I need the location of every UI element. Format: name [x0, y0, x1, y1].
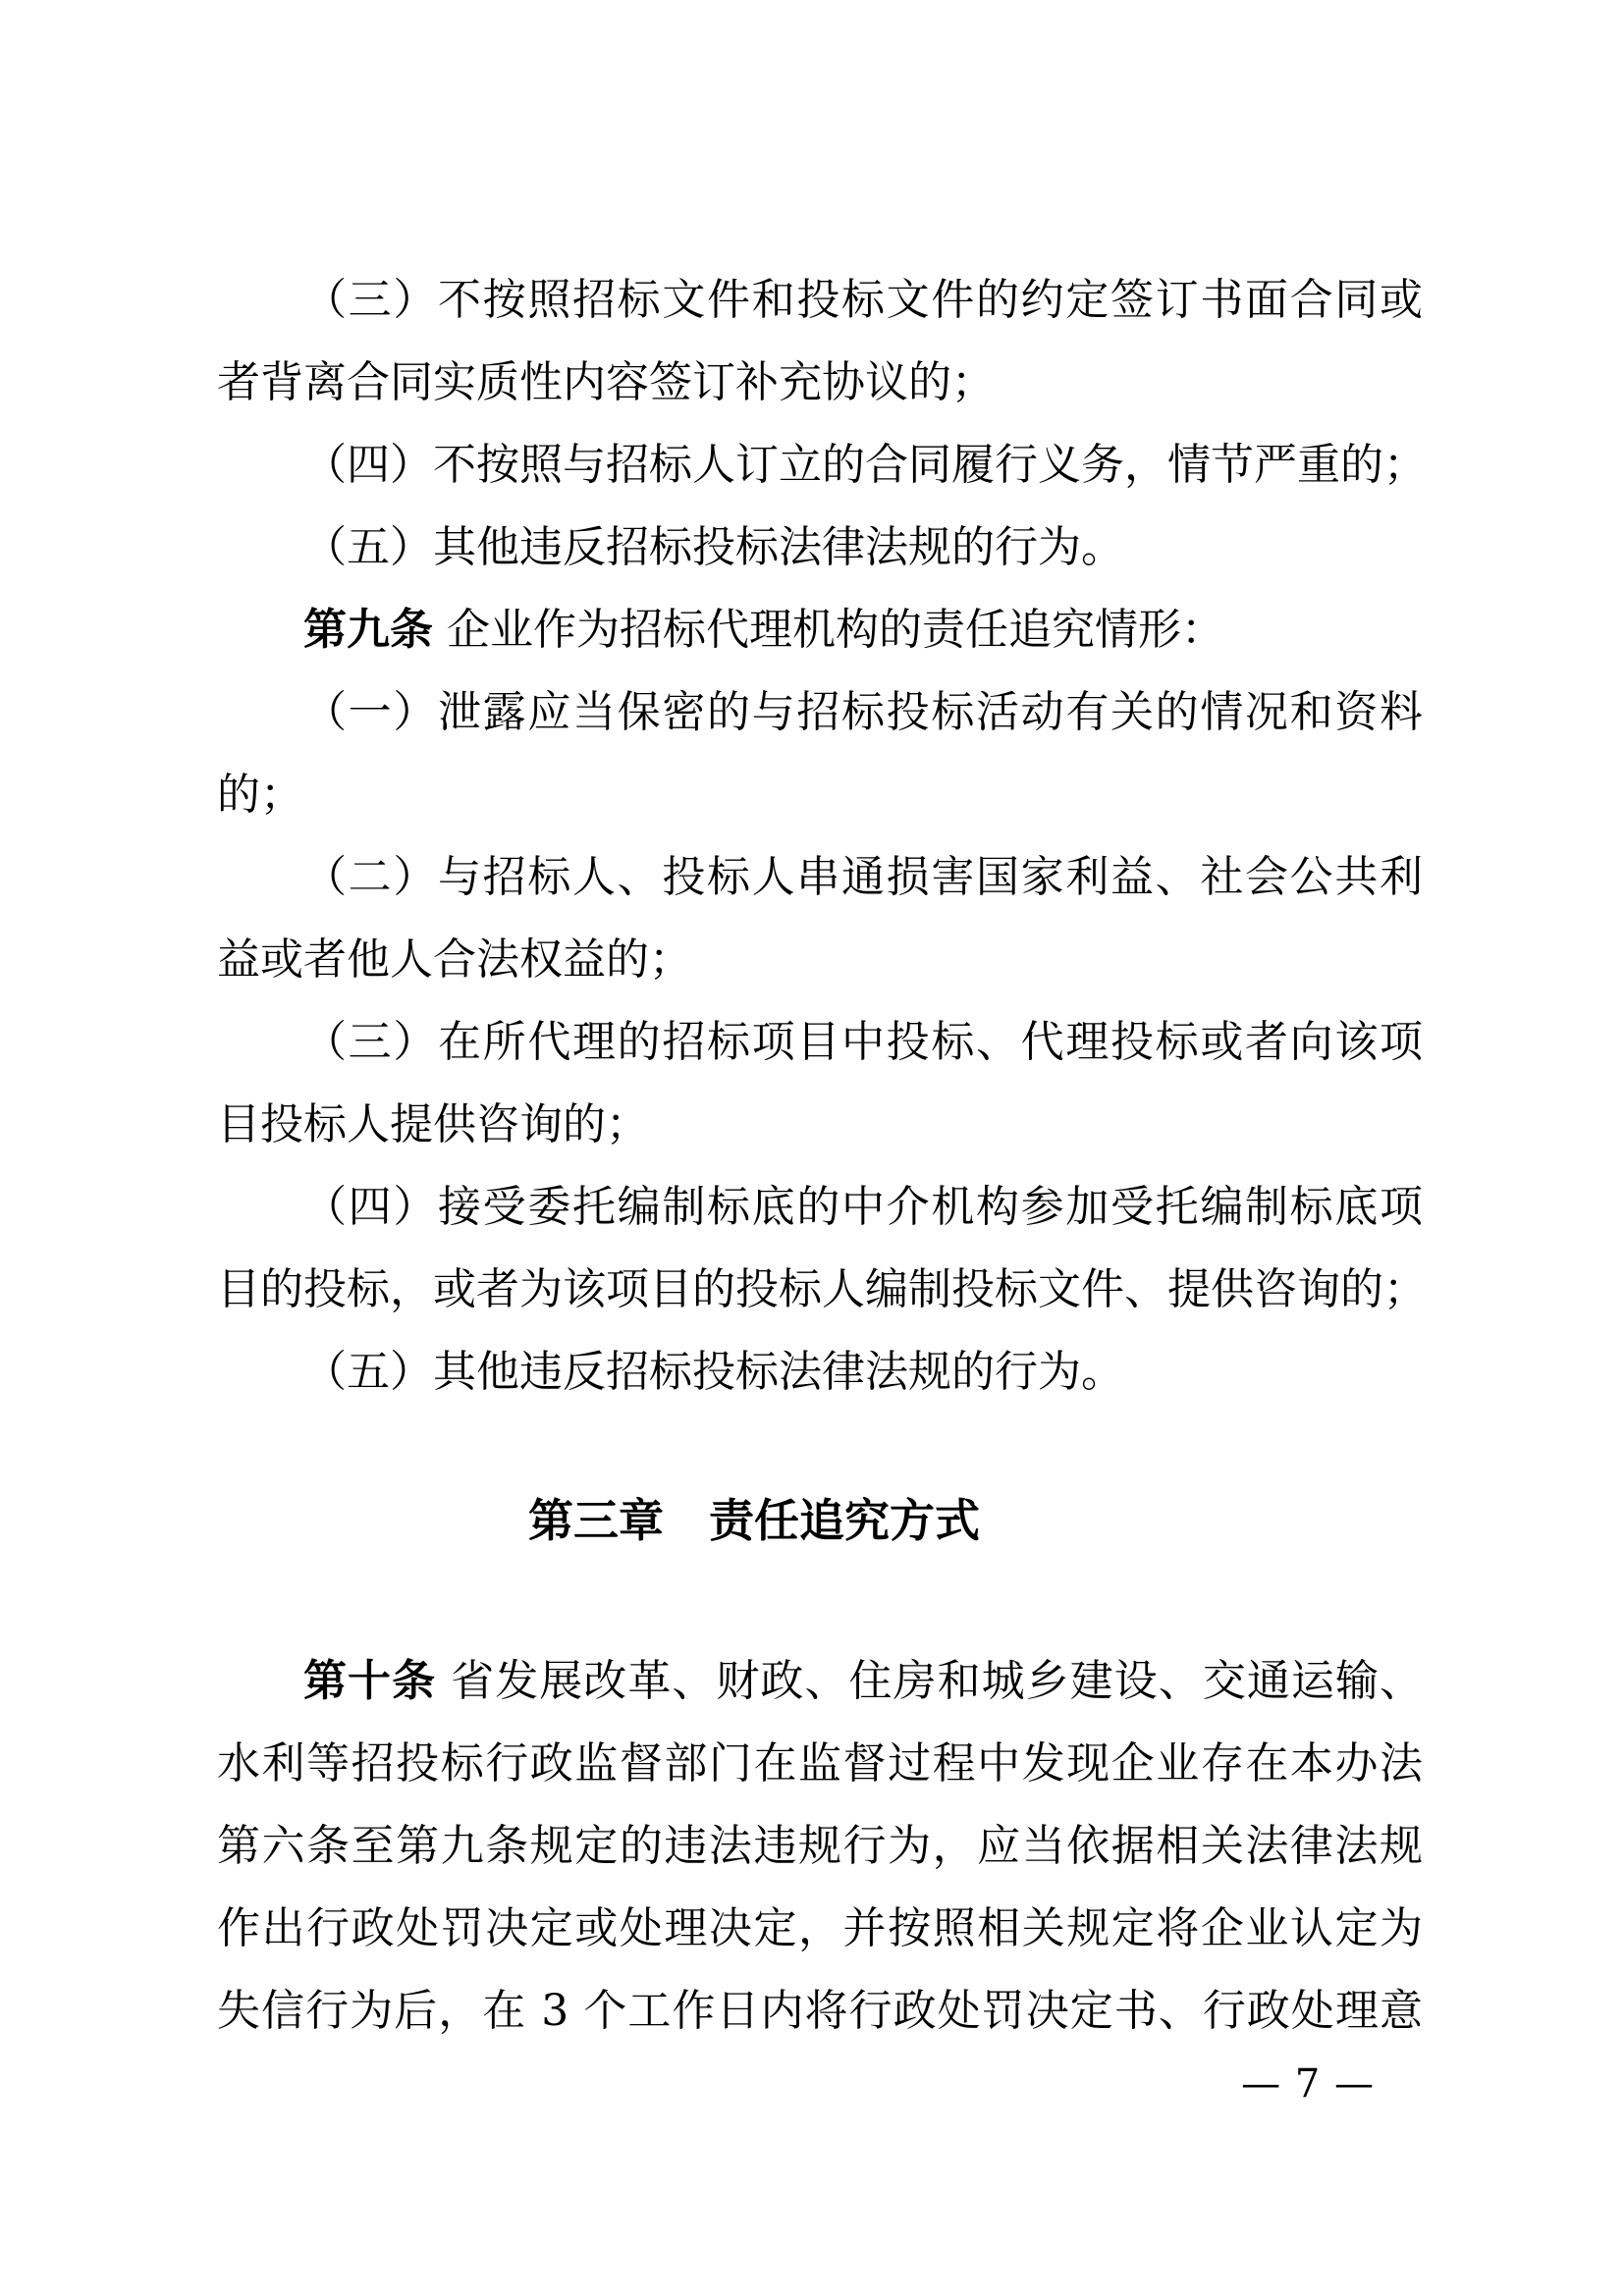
page-number: — 7 — [1241, 2061, 1375, 2107]
text-line: 目投标人提供咨询的； [217, 1099, 649, 1149]
text-line: 第六条至第九条规定的违法违规行为，应当依据相关法律法规 [217, 1821, 1423, 1871]
text-line: 作出行政处罚决定或处理决定，并按照相关规定将企业认定为 [217, 1903, 1423, 1953]
text-line: （四）不按照与招标人订立的合同履行义务，情节严重的； [303, 440, 1427, 490]
text-line: （四）接受委托编制标底的中介机构参加受托编制标底项 [303, 1182, 1423, 1232]
text-line: 水利等招投标行政监督部门在监督过程中发现企业存在本办法 [217, 1738, 1423, 1789]
text-line: 者背离合同实质性内容签订补充协议的； [217, 357, 995, 407]
text-line: 第九条 企业作为招标代理机构的责任追究情形： [303, 605, 1224, 655]
text-line: （二）与招标人、投标人串通损害国家利益、社会公共利 [303, 852, 1423, 902]
text-line: 第十条 省发展改革、财政、住房和城乡建设、交通运输、 [303, 1656, 1424, 1706]
text-line: （一）泄露应当保密的与招标投标活动有关的情况和资料 [303, 687, 1423, 737]
chapter-heading: 第三章 责任追究方式 [528, 1494, 980, 1547]
section-before-heading [217, 259, 1427, 1414]
text-line: （三）不按照招标文件和投标文件的约定签订书面合同或 [303, 275, 1423, 325]
text-line: （五）其他违反招标投标法律法规的行为。 [303, 1347, 1124, 1397]
text-line: 目的投标，或者为该项目的投标人编制投标文件、提供咨询的； [217, 1264, 1427, 1314]
body-text [217, 259, 1427, 2053]
article-number-bold: 第十条 [303, 1656, 437, 1706]
section-after-heading [217, 1640, 1423, 2053]
text-line: 益或者他人合法权益的； [217, 934, 692, 985]
text-line: 的； [217, 770, 303, 820]
article-number-bold: 第九条 [303, 605, 433, 655]
text-line: （三）在所代理的招标项目中投标、代理投标或者向该项 [303, 1017, 1423, 1067]
text-line: 失信行为后，在 3 个工作日内将行政处罚决定书、行政处理意 [217, 1986, 1423, 2036]
text-line: （五）其他违反招标投标法律法规的行为。 [303, 522, 1124, 572]
